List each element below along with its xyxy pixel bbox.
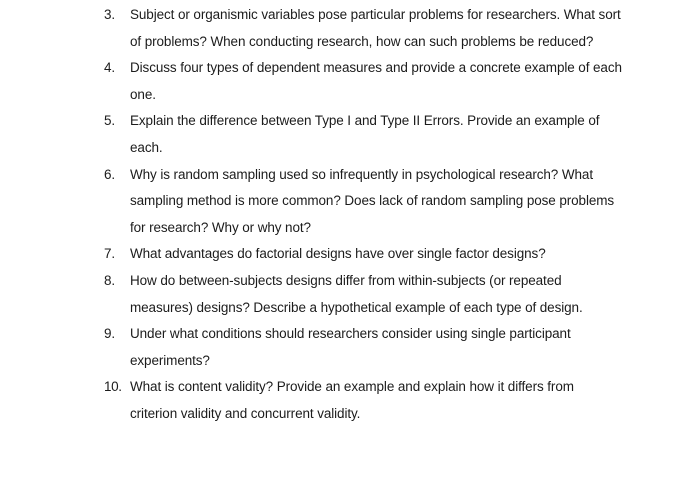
question-number: 9.: [104, 326, 116, 342]
question-item: [104, 374, 624, 427]
question-text: Why is random sampling used so infrequently in psychological research? What sampling method is more common? Does lack of random sampling pose problems for research? Why or why not?: [130, 166, 615, 235]
question-number: 7.: [104, 246, 116, 262]
question-text: How do between-subjects designs differ from within-subjects (or repeated measures) designs? Describe a hypothetical example of each type of design.: [130, 272, 583, 315]
question-number: 5.: [104, 113, 116, 129]
question-item: [104, 321, 624, 374]
question-item: [104, 108, 624, 161]
question-number: 8.: [104, 272, 116, 288]
question-text: What advantages do factorial designs have over single factor designs?: [130, 246, 546, 262]
question-text: Discuss four types of dependent measures and provide a concrete example of each one.: [130, 60, 622, 102]
question-text: Under what conditions should researchers consider using single participant experiments?: [130, 326, 571, 368]
question-item: [104, 241, 624, 268]
question-text: Subject or organismic variables pose particular problems for researchers. What sort of problems? When conducting research, how can such problems be reduced?: [130, 7, 621, 49]
question-number: 10.: [104, 379, 122, 395]
question-text: Explain the difference between Type I and Type II Errors. Provide an example of each.: [130, 113, 600, 155]
question-item: [104, 162, 624, 242]
question-item: [104, 268, 624, 321]
question-number: 4.: [104, 60, 116, 76]
question-number: 6.: [104, 166, 116, 182]
question-item: [104, 2, 624, 55]
question-list: [104, 2, 624, 428]
question-text: What is content validity? Provide an example and explain how it differs from criterion validity and concurrent validity.: [130, 379, 574, 421]
question-item: [104, 55, 624, 108]
question-number: 3.: [104, 7, 116, 22]
